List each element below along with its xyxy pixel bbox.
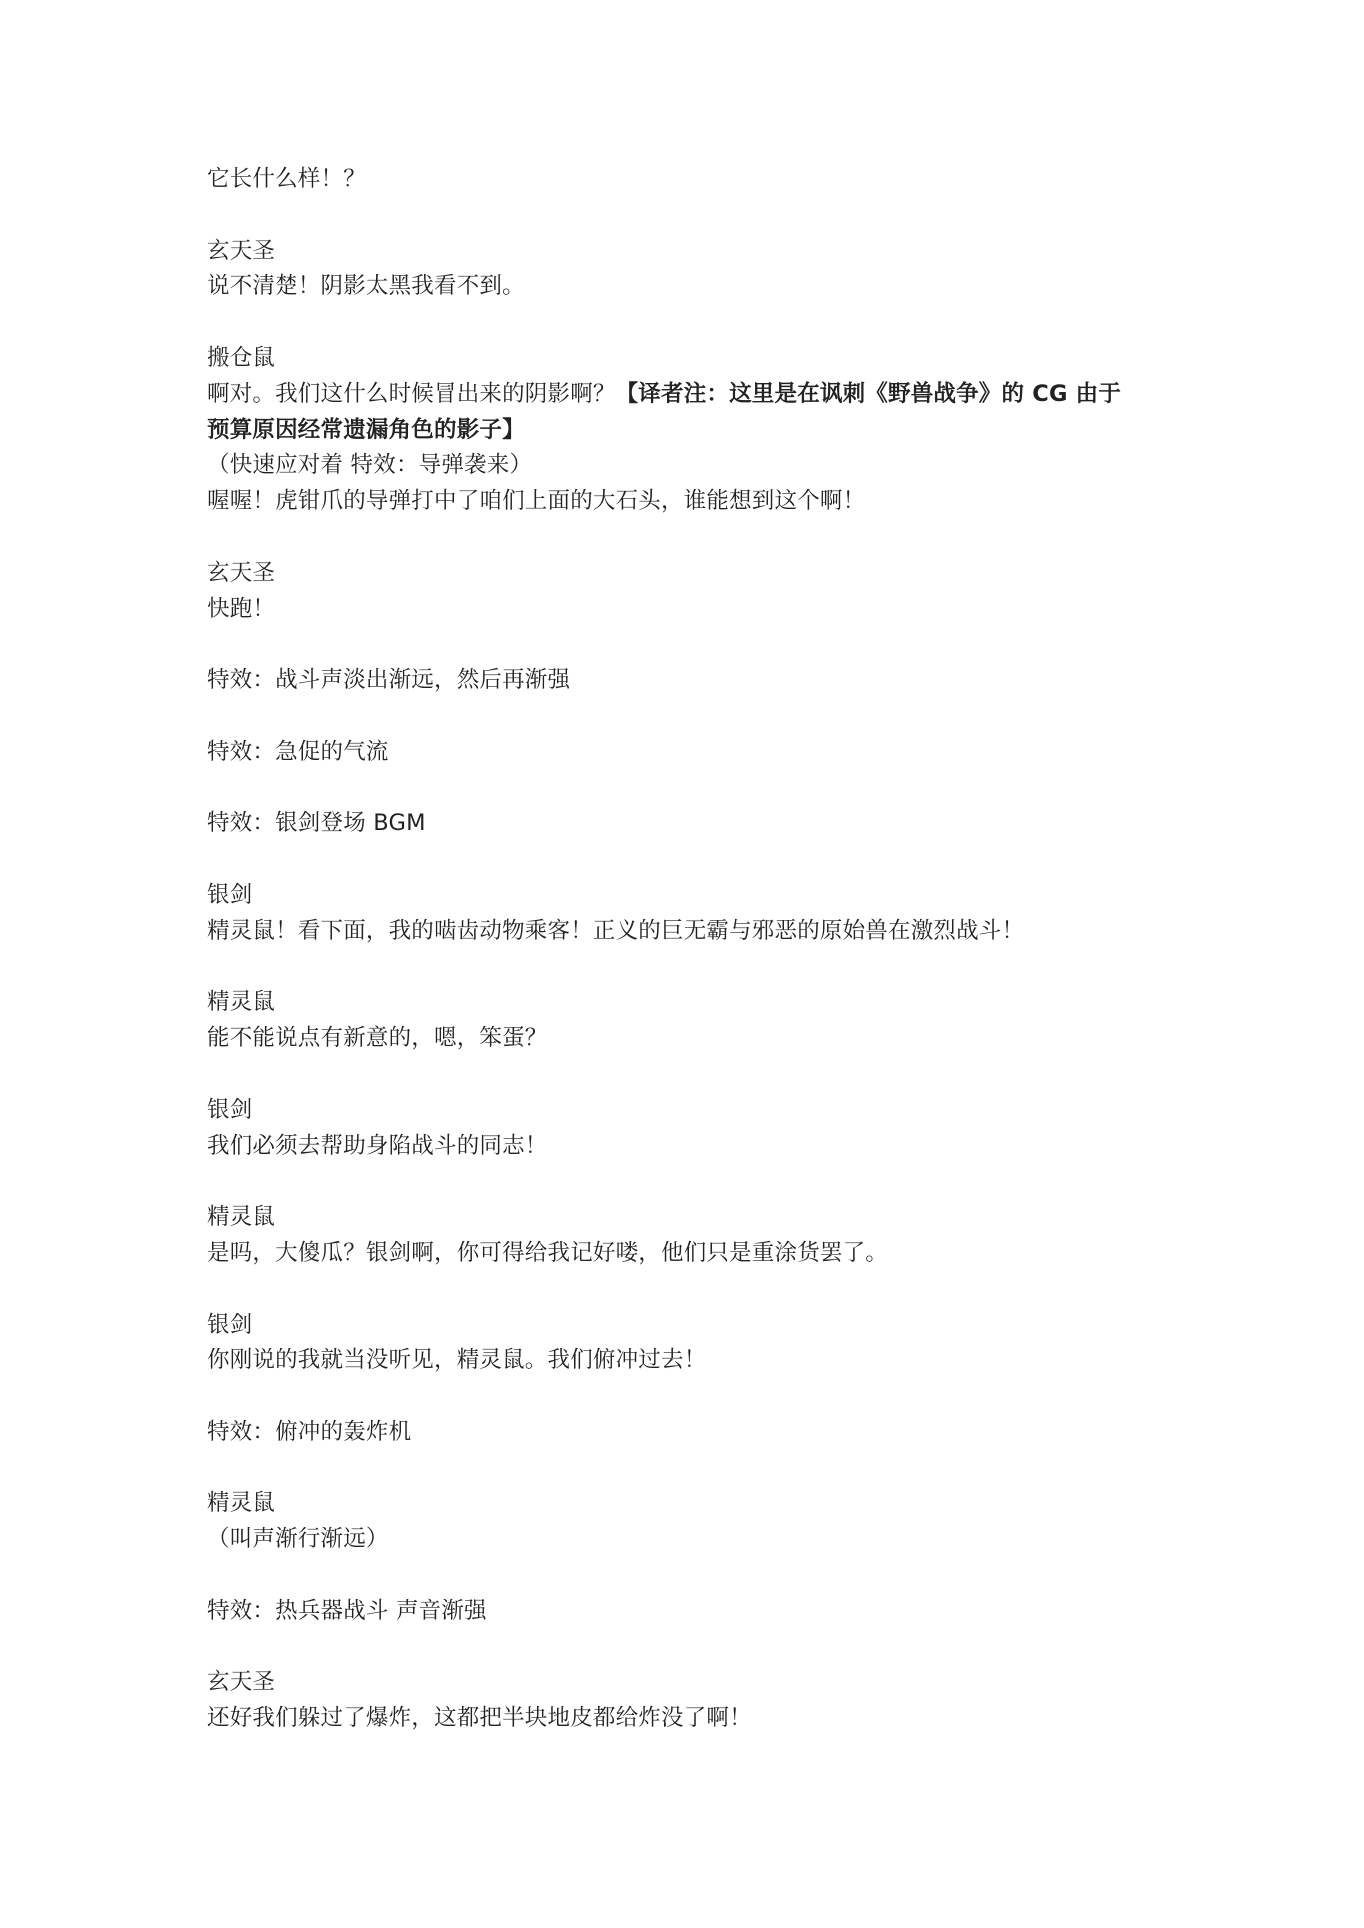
dialogue-line: 快跑！ [207,595,276,622]
dialogue-line: 我们必须去帮助身陷战斗的同志！ [207,1132,548,1159]
speaker-name: 银剑 [207,881,253,908]
speaker-name: 搬仓鼠 [207,344,276,371]
script-page [207,162,1167,1737]
sound-effect: 特效：俯冲的轰炸机 [207,1418,412,1445]
blank-line [207,1558,1167,1594]
blank-line [207,1272,1167,1308]
speaker-name: 银剑 [207,1311,253,1338]
sound-effect: 特效：急促的气流 [207,738,389,765]
speaker-name: 银剑 [207,1096,253,1123]
blank-line [207,1451,1167,1487]
dialogue-line: 喔喔！虎钳爪的导弹打中了咱们上面的大石头，谁能想到这个啊！ [207,488,866,515]
dialogue-line: 它长什么样！？ [207,166,366,192]
blank-line [207,1630,1167,1666]
blank-line [207,1379,1167,1415]
dialogue-line: 是吗，大傻瓜？银剑啊，你可得给我记好喽，他们只是重涂货罢了。 [207,1239,889,1266]
blank-line [207,627,1167,663]
dialogue-line: 你刚说的我就当没听见，精灵鼠。我们俯冲过去！ [207,1347,707,1374]
dialogue-text: 啊对。我们这什么时候冒出来的阴影啊？ [207,380,616,407]
blank-line [207,520,1167,556]
dialogue-line: 还好我们躲过了爆炸，这都把半块地皮都给炸没了啊！ [207,1705,752,1732]
dialogue-line: 能不能说点有新意的，嗯，笨蛋？ [207,1025,548,1052]
speaker-name: 玄天圣 [207,559,276,586]
speaker-name: 精灵鼠 [207,1204,276,1231]
speaker-name: 精灵鼠 [207,1490,276,1517]
speaker-name: 精灵鼠 [207,989,276,1016]
sound-effect: 特效：银剑登场 BGM [207,810,426,837]
translator-note-continued: 预算原因经常遗漏角色的影子】 [207,416,525,443]
blank-line [207,771,1167,807]
blank-line [207,699,1167,735]
blank-line [207,198,1167,234]
stage-direction: （叫声渐行渐远） [207,1526,389,1553]
translator-note: 【译者注：这里是在讽刺《野兽战争》的 CG 由于 [615,380,1122,407]
speaker-name: 玄天圣 [207,1669,276,1696]
blank-line [207,1057,1167,1093]
blank-line [207,950,1167,986]
dialogue-line-with-note [207,377,1167,413]
sound-effect: 特效：热兵器战斗 声音渐强 [207,1597,487,1624]
dialogue-line: 说不清楚！阴影太黑我看不到。 [207,273,525,300]
sound-effect: 特效：战斗声淡出渐远，然后再渐强 [207,667,571,694]
stage-direction: （快速应对着 特效：导弹袭来） [207,452,533,479]
blank-line [207,305,1167,341]
dialogue-line: 精灵鼠！看下面，我的啮齿动物乘客！正义的巨无霸与邪恶的原始兽在激烈战斗！ [207,917,1025,944]
blank-line [207,1164,1167,1200]
speaker-name: 玄天圣 [207,237,276,264]
blank-line [207,842,1167,878]
